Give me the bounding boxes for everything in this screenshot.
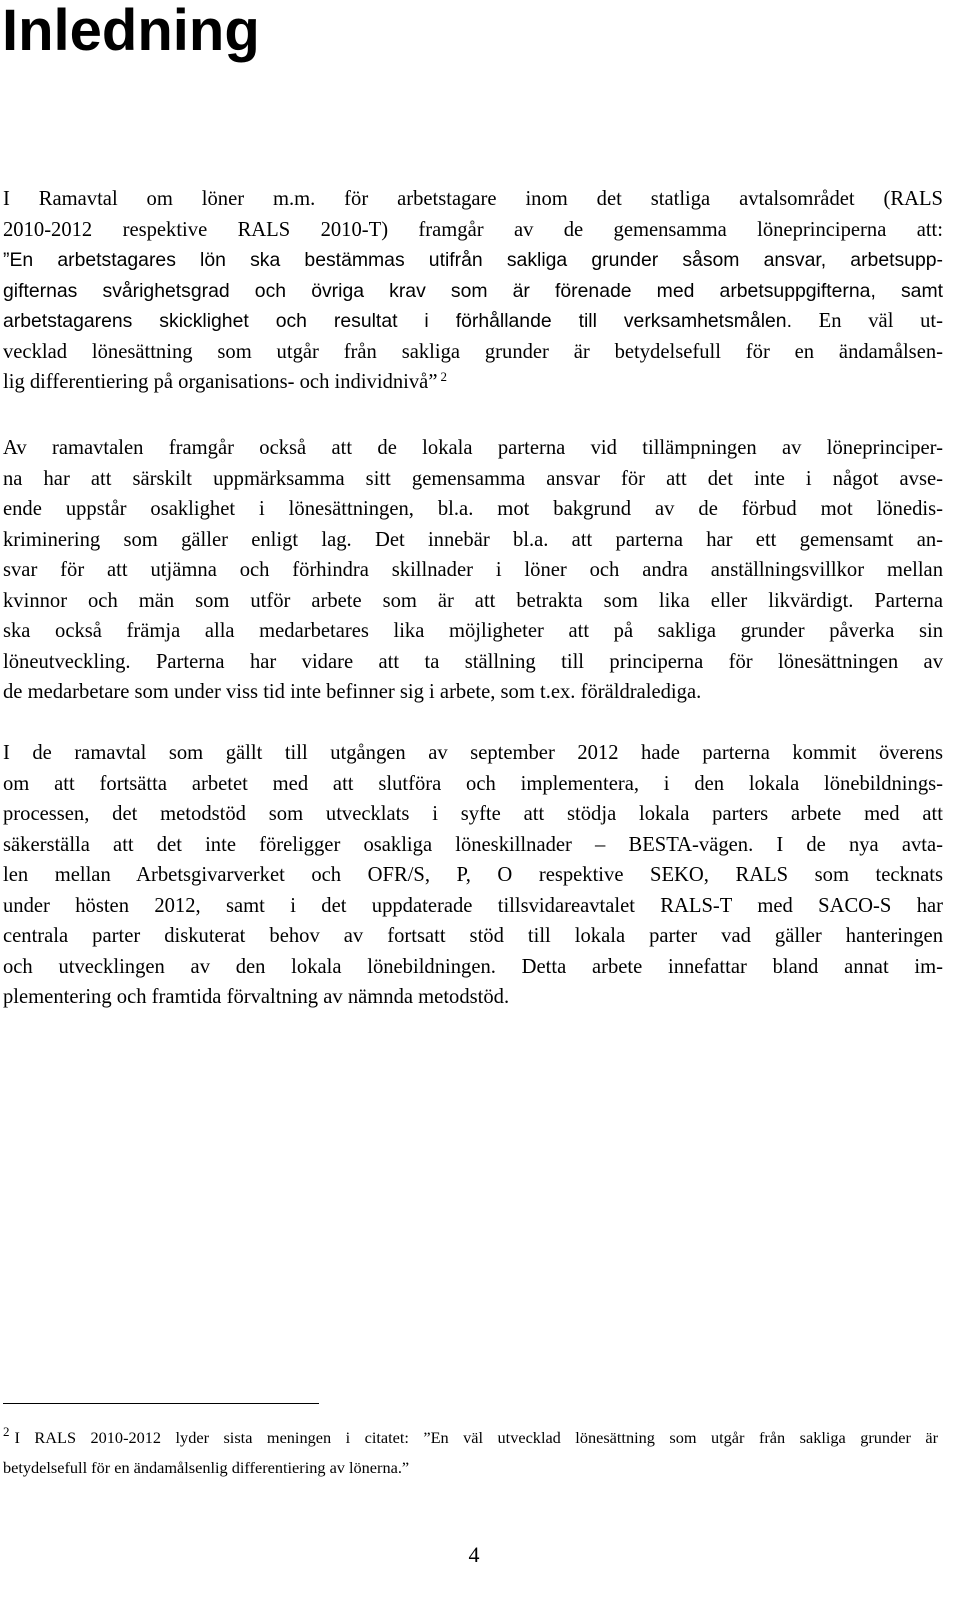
paragraph-3 <box>3 738 943 1013</box>
paragraph-line-last <box>3 367 943 398</box>
footnote-reference[interactable]: 2 <box>440 369 447 384</box>
paragraph-line: ende uppstår osaklighet i lönesättningen, bl.a. mot bakgrund av de förbud mot lönedis- <box>3 498 943 520</box>
paragraph-line-last: plementering och framtida förvaltning av nämnda metodstöd. <box>3 986 510 1008</box>
paragraph-line: I de ramavtal som gällt till utgången av september 2012 hade parterna kommit överens <box>3 742 943 764</box>
paragraph-line: I Ramavtal om löner m.m. för arbetstagare inom det statliga avtalsområdet (RALS <box>3 188 943 210</box>
paragraph-line: och utvecklingen av den lokala lönebildningen. Detta arbete innefattar bland annat im- <box>3 955 943 978</box>
paragraph-line-last: de medarbetare som under viss tid inte befinner sig i arbete, som t.ex. föräldralediga. <box>3 681 702 703</box>
footnote-line <box>3 1423 938 1453</box>
footnote-line: betydelsefull för en ändamålsenlig differentiering av lönerna.” <box>3 1458 410 1477</box>
paragraph-text: lig differentiering på organisations- och individnivå” <box>3 371 438 393</box>
paragraph-line: säkerställa att det inte föreligger osakliga löneskillnader – BESTA-vägen. I de nya avta- <box>3 833 943 856</box>
paragraph-line: under hösten 2012, samt i det uppdaterade tillsvidareavtalet RALS-T med SACO-S har <box>3 894 943 917</box>
paragraph-1 <box>3 184 943 398</box>
footnote-separator <box>3 1403 319 1404</box>
paragraph-line: len mellan Arbetsgivarverket och OFR/S, P, O respektive SEKO, RALS som tecknats <box>3 864 943 886</box>
paragraph-line: processen, det metodstöd som utvecklats i syfte att stödja lokala parters arbete med att <box>3 803 943 825</box>
paragraph-line-quoted: ”En arbetstagares lön ska bestämmas utifrån sakliga grunder såsom ansvar, arbetsupp- <box>3 249 943 271</box>
page-number: 4 <box>468 1542 480 1567</box>
footnote-text: I RALS 2010-2012 lyder sista meningen i citatet: ”En väl utvecklad lönesättning som utgår från sakliga grunder är <box>14 1428 938 1447</box>
paragraph-line: kriminering som gäller enligt lag. Det innebär bl.a. att parterna har ett gemensamt an- <box>3 528 943 551</box>
paragraph-line: kvinnor och män som utför arbete som är att betrakta som lika eller likvärdigt. Parterna <box>3 589 943 612</box>
paragraph-line-mixed <box>3 306 943 337</box>
paragraph-line: svar för att utjämna och förhindra skillnader i löner och andra anställningsvillkor mellan <box>3 559 943 581</box>
paragraph-line: ska också främja alla medarbetares lika möjligheter att på sakliga grunder påverka sin <box>3 620 943 642</box>
page-title: Inledning <box>2 0 260 63</box>
paragraph-line: vecklad lönesättning som utgår från sakliga grunder är betydelsefull för en ändamålsen- <box>3 340 943 363</box>
footnote <box>3 1423 938 1483</box>
paragraph-text: En väl ut- <box>791 310 944 332</box>
paragraph-line: Av ramavtalen framgår också att de lokala parterna vid tillämpningen av löneprinciper- <box>3 437 943 459</box>
footnote-number: 2 <box>3 1424 10 1439</box>
paragraph-line: centrala parter diskuterat behov av fortsatt stöd till lokala parter vad gäller hanteringen <box>3 925 943 947</box>
paragraph-line: na har att särskilt uppmärksamma sitt gemensamma ansvar för att det inte i något avse- <box>3 467 943 490</box>
paragraph-line: 2010-2012 respektive RALS 2010-T) framgår av de gemensamma löneprinciperna att: <box>3 218 943 241</box>
paragraph-2 <box>3 433 943 708</box>
quoted-text: arbetstagarens skicklighet och resultat i förhållande till verksamhetsmålen. <box>3 310 792 332</box>
paragraph-line-quoted: gifternas svårighetsgrad och övriga krav som är förenade med arbetsuppgifterna, samt <box>3 279 943 302</box>
paragraph-line: om att fortsätta arbetet med att slutföra och implementera, i den lokala lönebildnings- <box>3 772 943 795</box>
paragraph-line: löneutveckling. Parterna har vidare att ta ställning till principerna för lönesättningen av <box>3 650 943 673</box>
